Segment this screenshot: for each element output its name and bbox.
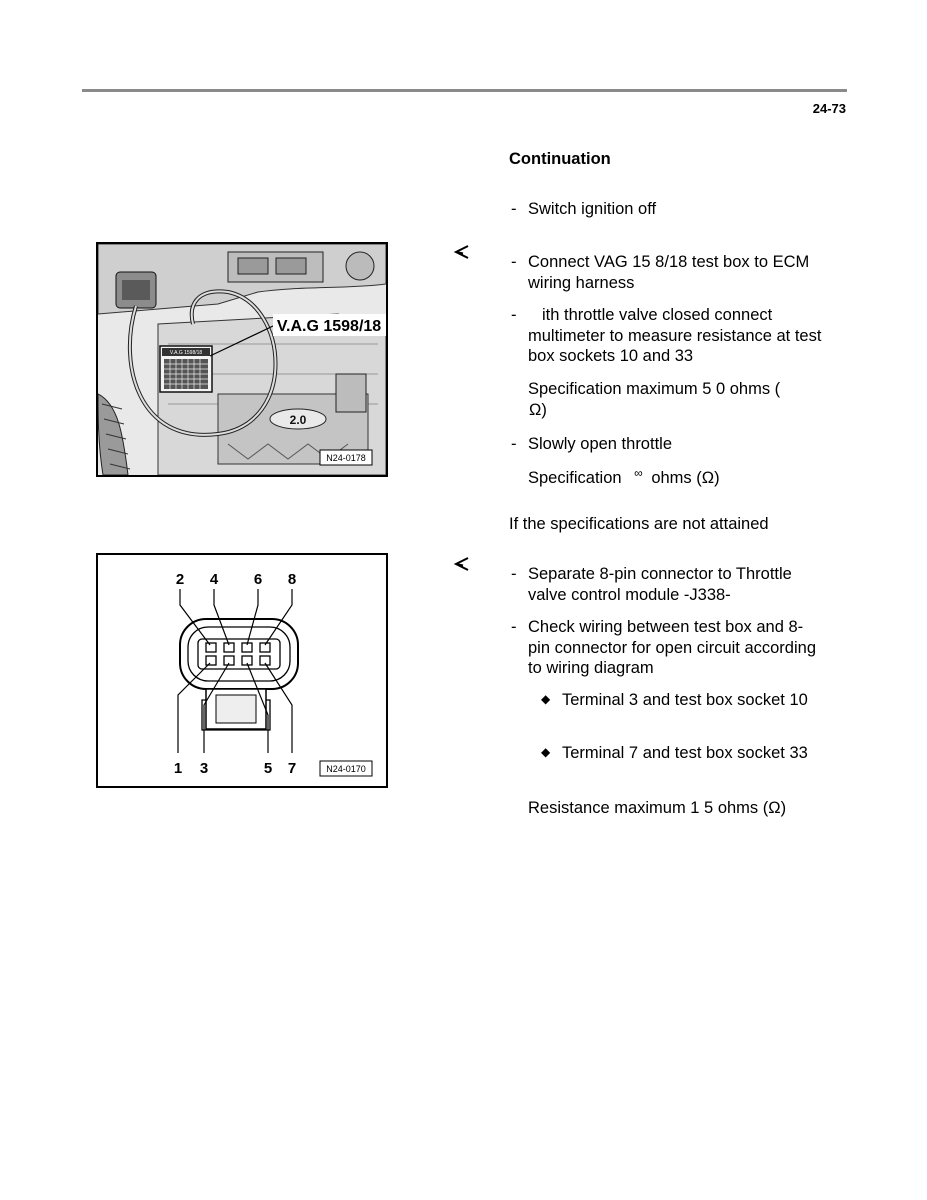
omega-symbol: Ω [701,469,715,487]
dash-marker: - [511,200,517,218]
spec-max-line1: Specification maximum 5 0 ohms ( [528,380,781,398]
dash-marker: - [511,306,517,324]
engine-badge: 2.0 [289,413,307,427]
connector-diagram [98,555,386,786]
engine-bay-illustration [98,244,386,475]
dash-marker: - [511,435,517,453]
pointer-arrow-icon [454,244,470,260]
pin-label-bottom: 7 [287,760,297,777]
step-open-throttle: Slowly open throttle [528,435,672,453]
pin-label-top: 6 [253,571,263,588]
spec-inf-unit-close: ) [714,469,720,487]
figure-id: N24-0170 [326,764,366,774]
test-box-label: V.A.G 1598/18 [169,350,203,356]
terminal-7-item: Terminal 7 and test box socket 33 [562,744,808,762]
resistance-text: Resistance maximum 1 5 ohms ( [528,799,769,817]
dash-marker: - [511,565,517,583]
step-separate-connector: Separate 8-pin connector to Throttle valve control module -J338- [528,565,792,604]
pin-label-top: 8 [287,571,297,588]
not-attained-note: If the specifications are not attained [509,515,769,533]
step-connect-test-box: Connect VAG 15 8/18 test box to ECM wiring harness [528,253,810,292]
page-number: 24-73 [812,101,846,116]
tool-label: V.A.G 1598/18 [276,318,382,335]
step-check-wiring: Check wiring between test box and 8-pin connector for open circuit according to wiring diagram [528,618,816,677]
omega-symbol: Ω [529,401,542,419]
omega-symbol: Ω [768,799,781,817]
pin-label-top: 4 [209,571,219,588]
figure-id: N24-0178 [326,453,366,463]
header-rule [82,89,847,92]
spec-max-close: ) [541,401,547,419]
section-heading: Continuation [509,150,611,168]
step-switch-off: Switch ignition off [528,200,657,218]
infinity-symbol: ∞ [634,466,643,480]
pin-label-top: 2 [175,571,185,588]
resistance-close: ) [780,799,787,817]
figure-8-pin-connector [96,553,388,788]
resistance-spec [528,798,786,819]
dash-marker: - [511,253,517,271]
pin-label-bottom: 5 [263,760,273,777]
bullet-diamond-icon: ◆ [541,745,551,759]
step-throttle-closed: ith throttle valve closed connect multimeter to measure resistance at test box sockets 10 and 33 [528,306,822,365]
spec-inf-label: Specification [528,469,622,487]
spec-infinity [528,468,720,490]
bullet-diamond-icon: ◆ [541,692,551,706]
spec-inf-unit-open: ohms ( [651,469,702,487]
spec-max-line2 [529,400,547,421]
pin-label-bottom: 3 [199,760,209,777]
pin-label-bottom: 1 [173,760,183,777]
terminal-3-item: Terminal 3 and test box socket 10 [562,691,808,709]
dash-marker: - [511,618,517,636]
pointer-arrow-icon [454,556,470,572]
figure-test-box-connection [96,242,388,477]
